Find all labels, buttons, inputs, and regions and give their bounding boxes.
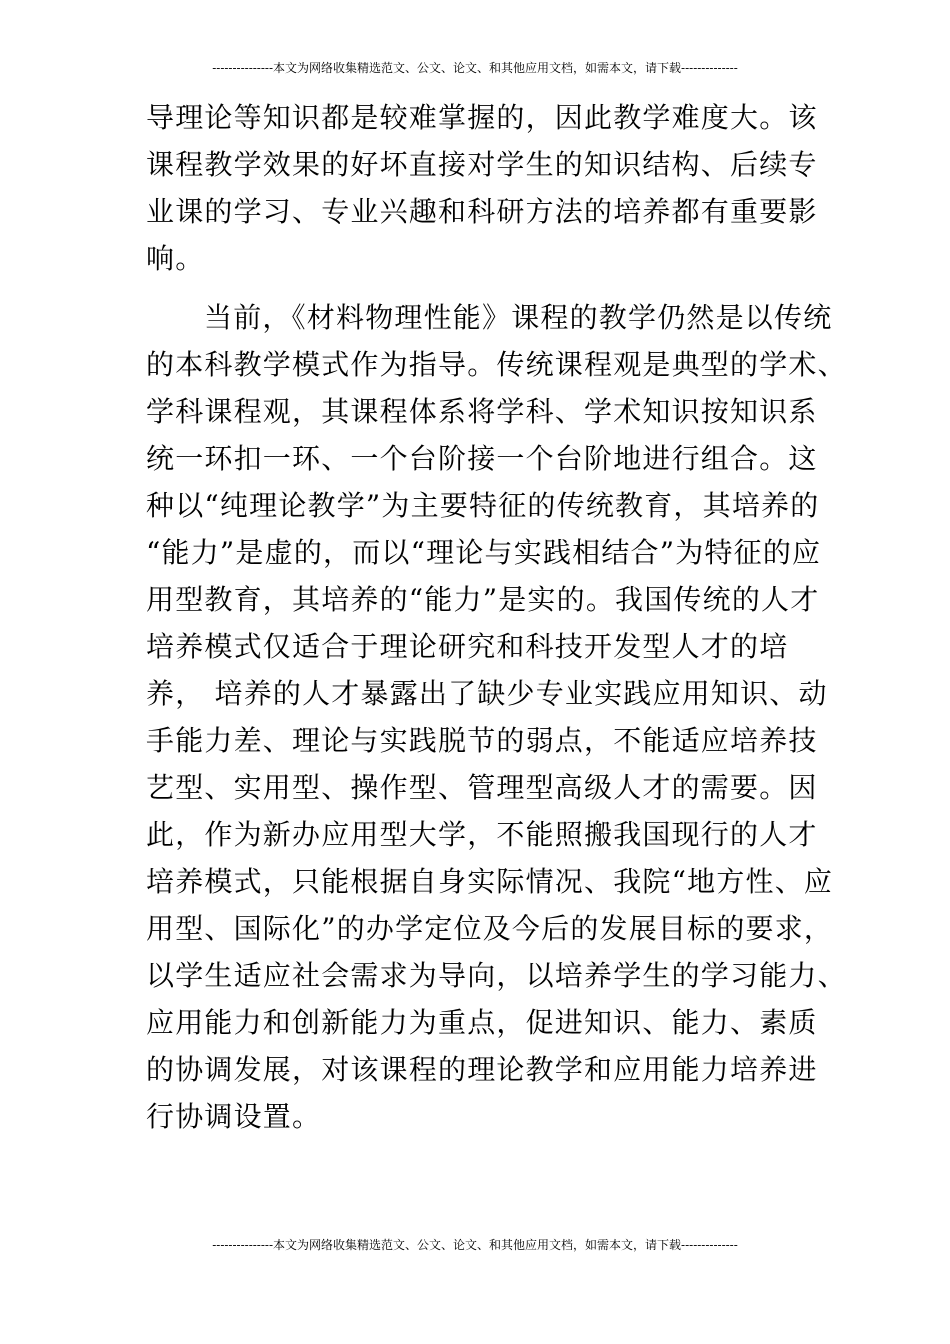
text-line: 业课的学习、专业兴趣和科研方法的培养都有重要影 [146, 195, 818, 228]
text-line: 课程教学效果的好坏直接对学生的知识结构、后续专 [146, 148, 818, 181]
paragraph [146, 94, 826, 282]
text-line: 手能力差、理论与实践脱节的弱点，不能适应培养技 [146, 724, 818, 757]
text-line: 的本科教学模式作为指导。传统课程观是典型的学术、 [146, 348, 847, 381]
header-banner: ---------------本文为网络收集精选范文、公文、论文、和其他应用文档，如需本文，请下载-------------- [212, 61, 738, 75]
text-line: 应用能力和创新能力为重点，促进知识、能力、素质 [146, 1006, 818, 1039]
text-line: 用型、国际化”的办学定位及今后的发展目标的要求， [146, 912, 834, 945]
text-line: 的协调发展，对该课程的理论教学和应用能力培养进 [146, 1053, 818, 1086]
document-body [146, 94, 847, 1140]
text-line: 统一环扣一环、一个台阶接一个台阶地进行组合。这 [146, 442, 818, 475]
text-line: 学科课程观，其课程体系将学科、学术知识按知识系 [146, 395, 818, 428]
text-line: 当前，《材料物理性能》课程的教学仍然是以传统 [204, 301, 833, 334]
text-line: 以学生适应社会需求为导向，以培养学生的学习能力、 [146, 959, 847, 992]
text-line: 艺型、实用型、操作型、管理型高级人才的需要。因 [146, 771, 818, 804]
text-line: 种以“纯理论教学”为主要特征的传统教育，其培养的 [146, 489, 820, 522]
text-line: 养， 培养的人才暴露出了缺少专业实践应用知识、动 [146, 677, 828, 710]
paragraph-spacing [146, 282, 826, 294]
text-line: 导理论等知识都是较难掌握的，因此教学难度大。该 [146, 101, 818, 134]
text-line: 用型教育，其培养的“能力”是实的。我国传统的人才 [146, 583, 820, 616]
text-line: 培养模式仅适合于理论研究和科技开发型人才的培 [146, 630, 789, 663]
text-line: 行协调设置。 [146, 1100, 322, 1133]
text-line: 响。 [146, 242, 205, 275]
text-line: “能力”是虚的，而以“理论与实践相结合”为特征的应 [146, 536, 822, 569]
text-line: 此，作为新办应用型大学，不能照搬我国现行的人才 [146, 818, 818, 851]
text-line: 培养模式，只能根据自身实际情况、我院“地方性、应 [146, 865, 834, 898]
footer-banner: ---------------本文为网络收集精选范文、公文、论文、和其他应用文档，如需本文，请下载-------------- [212, 1238, 738, 1252]
paragraph [146, 294, 847, 1140]
